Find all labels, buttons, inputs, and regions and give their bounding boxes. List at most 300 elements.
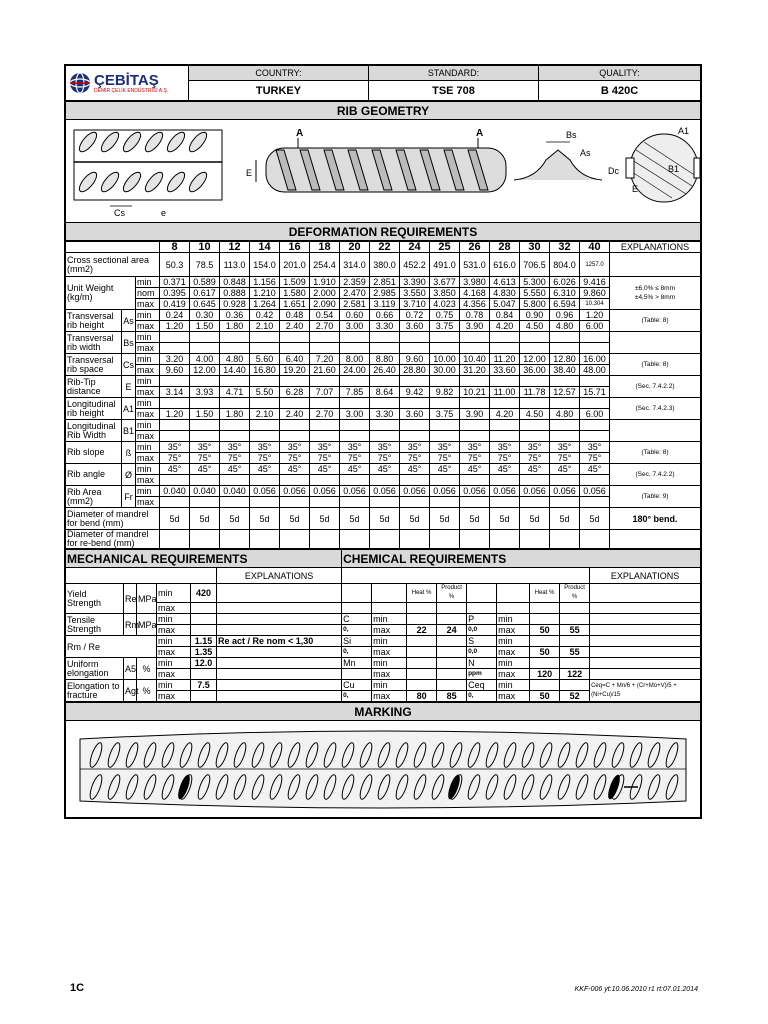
value-cell [340, 475, 370, 486]
value-cell: 0.056 [310, 486, 340, 497]
value-cell: 45° [220, 464, 250, 475]
value-cell: 0.056 [550, 486, 580, 497]
marking-drawing [66, 721, 701, 818]
value-cell [310, 475, 340, 486]
value-cell: 3.00 [340, 409, 370, 420]
value-cell: 35° [310, 442, 340, 453]
value-cell [310, 398, 340, 409]
value-cell: 75° [160, 453, 190, 464]
value-cell: 75° [430, 453, 460, 464]
value-cell: 616.0 [490, 253, 520, 277]
value-cell: 0.056 [400, 486, 430, 497]
value-cell: 5d [400, 508, 430, 530]
value-cell: 9.82 [430, 387, 460, 398]
value-cell [460, 431, 490, 442]
value-cell: 10.40 [460, 354, 490, 365]
value-cell [250, 398, 280, 409]
value-cell: 706.5 [520, 253, 550, 277]
value-cell: 5d [550, 508, 580, 530]
diameter-header: 26 [460, 242, 490, 253]
value-cell [550, 431, 580, 442]
value-cell [370, 420, 400, 431]
explanations-header: EXPLANATIONS [610, 242, 701, 253]
value-cell [220, 376, 250, 387]
value-cell [220, 530, 250, 549]
value-cell: 45° [250, 464, 280, 475]
value-cell: 45° [430, 464, 460, 475]
value-cell: 2.359 [340, 277, 370, 288]
value-cell [280, 497, 310, 508]
value-cell: 804.0 [550, 253, 580, 277]
value-cell [460, 497, 490, 508]
value-cell: 4.50 [520, 321, 550, 332]
value-cell: 3.90 [460, 321, 490, 332]
value-cell [160, 431, 190, 442]
value-cell: 5.60 [250, 354, 280, 365]
value-cell [550, 475, 580, 486]
doc-code: KKF-006 yt:10.06.2010 r1 rt:07.01.2014 [574, 986, 698, 993]
rib-tip-label: Rib-Tip distance [66, 376, 122, 398]
value-cell [280, 398, 310, 409]
value-cell [280, 332, 310, 343]
value-cell [490, 431, 520, 442]
value-cell [280, 431, 310, 442]
value-cell [550, 420, 580, 431]
dim-label-dc: Dc [608, 166, 619, 176]
value-cell: 1.20 [160, 321, 190, 332]
value-cell: 75° [550, 453, 580, 464]
value-cell: 0.66 [370, 310, 400, 321]
yield-label: Yield Strength [66, 584, 124, 614]
value-cell [160, 475, 190, 486]
dim-label-e-mid: E [246, 168, 253, 178]
value-cell [190, 475, 220, 486]
c-prod-max: 24 [437, 625, 467, 636]
value-cell [490, 376, 520, 387]
value-cell: 11.20 [490, 354, 520, 365]
value-cell [520, 376, 550, 387]
chem-product-label: Product % [437, 584, 467, 603]
marking-title: MARKING [66, 703, 701, 721]
mech-explanations-label: EXPLANATIONS [217, 568, 342, 584]
value-cell [190, 431, 220, 442]
value-cell [310, 530, 340, 549]
value-cell [370, 431, 400, 442]
value-cell [580, 431, 610, 442]
yield-sym: Re [124, 584, 137, 614]
value-cell: 75° [310, 453, 340, 464]
value-cell: 3.60 [400, 321, 430, 332]
value-cell: 5d [430, 508, 460, 530]
page-number: 1C [70, 982, 85, 994]
rib-angle-expl: (Sec. 7.4.2.2) [610, 464, 701, 486]
value-cell: 35° [220, 442, 250, 453]
value-cell: 33.60 [490, 365, 520, 376]
value-cell [430, 332, 460, 343]
value-cell [340, 530, 370, 549]
value-cell: 75° [190, 453, 220, 464]
value-cell: 12.00 [190, 365, 220, 376]
value-cell [340, 497, 370, 508]
dim-label-e-small: e [161, 208, 167, 218]
value-cell: 0.371 [160, 277, 190, 288]
value-cell: 2.581 [340, 299, 370, 310]
value-cell [400, 530, 430, 549]
value-cell [580, 332, 610, 343]
value-cell: 154.0 [250, 253, 280, 277]
value-cell [400, 431, 430, 442]
value-cell: 3.00 [340, 321, 370, 332]
value-cell: 9.60 [160, 365, 190, 376]
value-cell: 3.677 [430, 277, 460, 288]
value-cell [370, 475, 400, 486]
value-cell: 5d [160, 508, 190, 530]
diameter-header: 25 [430, 242, 460, 253]
unit-weight-expl: ±6,0% ≤ 8mm ±4,5% > 8mm [610, 277, 701, 310]
transversal-space-expl: (Table: 8) [610, 354, 701, 376]
cu-prod-max: 85 [437, 691, 467, 702]
value-cell [190, 332, 220, 343]
value-cell: 0.056 [250, 486, 280, 497]
value-cell [490, 420, 520, 431]
value-cell: 3.20 [160, 354, 190, 365]
value-cell [220, 475, 250, 486]
value-cell [310, 332, 340, 343]
value-cell [430, 376, 460, 387]
value-cell: 45° [580, 464, 610, 475]
standard-label: STANDARD: [369, 66, 539, 81]
value-cell [460, 530, 490, 549]
rmre-min: 1.15 [191, 636, 217, 647]
value-cell [250, 497, 280, 508]
value-cell [580, 376, 610, 387]
value-cell [160, 497, 190, 508]
value-cell: 0.75 [430, 310, 460, 321]
value-cell: 11.00 [490, 387, 520, 398]
chem-explanations-label: EXPLANATIONS [590, 568, 701, 584]
value-cell [490, 475, 520, 486]
value-cell [370, 332, 400, 343]
chem-n: N [467, 658, 497, 669]
value-cell: 2.70 [310, 321, 340, 332]
value-cell: 7.85 [340, 387, 370, 398]
value-cell: 75° [460, 453, 490, 464]
value-cell [220, 497, 250, 508]
value-cell: 35° [520, 442, 550, 453]
value-cell: 4.168 [460, 288, 490, 299]
value-cell: 1.80 [220, 409, 250, 420]
value-cell: 35° [460, 442, 490, 453]
value-cell: 1.210 [250, 288, 280, 299]
value-cell [190, 497, 220, 508]
value-cell [190, 420, 220, 431]
dim-label-a1: A1 [678, 126, 690, 136]
value-cell: 7.20 [310, 354, 340, 365]
value-cell [400, 398, 430, 409]
value-cell [370, 530, 400, 549]
value-cell [190, 530, 220, 549]
value-cell [250, 475, 280, 486]
value-cell [160, 420, 190, 431]
value-cell: 3.119 [370, 299, 400, 310]
value-cell [160, 376, 190, 387]
value-cell [160, 398, 190, 409]
value-cell [340, 376, 370, 387]
value-cell [580, 343, 610, 354]
fracture-label: Elongation to fracture [66, 680, 124, 702]
value-cell: 0.36 [220, 310, 250, 321]
value-cell [190, 398, 220, 409]
value-cell: 5.800 [520, 299, 550, 310]
value-cell [490, 398, 520, 409]
value-cell [460, 398, 490, 409]
company-logo [66, 66, 189, 101]
value-cell: 35° [430, 442, 460, 453]
value-cell: 5d [280, 508, 310, 530]
value-cell: 5.550 [520, 288, 550, 299]
s-heat-max: 50 [530, 647, 560, 658]
value-cell: 0.056 [430, 486, 460, 497]
value-cell: 3.30 [370, 409, 400, 420]
rib-angle-symbol: Ø [122, 464, 136, 486]
value-cell: 45° [520, 464, 550, 475]
value-cell [220, 343, 250, 354]
value-cell: 35° [250, 442, 280, 453]
chem-cu: Cu [342, 680, 372, 691]
value-cell: 4.71 [220, 387, 250, 398]
value-cell: 201.0 [280, 253, 310, 277]
value-cell: 75° [580, 453, 610, 464]
fracture-min: 7.5 [191, 680, 217, 691]
value-cell [550, 343, 580, 354]
value-cell: 1.50 [190, 321, 220, 332]
value-cell: 8.80 [370, 354, 400, 365]
value-cell: 35° [280, 442, 310, 453]
value-cell [310, 420, 340, 431]
rib-geometry-diagram [66, 120, 700, 222]
value-cell: 6.40 [280, 354, 310, 365]
value-cell [460, 376, 490, 387]
long-width-expl [610, 420, 701, 442]
value-cell: 45° [460, 464, 490, 475]
value-cell: 3.90 [460, 409, 490, 420]
value-cell: 4.20 [490, 409, 520, 420]
value-cell: 4.20 [490, 321, 520, 332]
value-cell: 12.57 [550, 387, 580, 398]
mandrel-bend-label: Diameter of mandrel for bend (mm) [66, 508, 160, 530]
value-cell: 21.60 [310, 365, 340, 376]
value-cell: 0.419 [160, 299, 190, 310]
standard-value: TSE 708 [369, 81, 539, 101]
mandrel-rebend-label: Diameter of mandrel for re-bend (mm) [66, 530, 160, 549]
value-cell [250, 376, 280, 387]
value-cell [520, 497, 550, 508]
value-cell [520, 420, 550, 431]
value-cell: 5d [340, 508, 370, 530]
value-cell: 16.80 [250, 365, 280, 376]
rib-geometry-title: RIB GEOMETRY [66, 102, 701, 120]
value-cell: 0.888 [220, 288, 250, 299]
rib-geometry-table [65, 101, 701, 241]
value-cell: 78.5 [190, 253, 220, 277]
value-cell: 0.617 [190, 288, 220, 299]
long-height-symbol: A1 [122, 398, 136, 420]
value-cell: 3.60 [400, 409, 430, 420]
value-cell: 30.00 [430, 365, 460, 376]
value-cell: 35° [370, 442, 400, 453]
value-cell: 6.310 [550, 288, 580, 299]
value-cell: 24.00 [340, 365, 370, 376]
value-cell: 45° [400, 464, 430, 475]
long-height-expl: (Sec. 7.4.2.3) [610, 398, 701, 420]
value-cell [310, 376, 340, 387]
value-cell: 4.356 [460, 299, 490, 310]
value-cell [250, 530, 280, 549]
rmre-label: Rm / Re [66, 636, 157, 658]
value-cell [250, 431, 280, 442]
value-cell [550, 530, 580, 549]
value-cell: 8.00 [340, 354, 370, 365]
value-cell: 4.80 [220, 354, 250, 365]
quality-label: QUALITY: [539, 66, 701, 81]
value-cell: 45° [370, 464, 400, 475]
value-cell: 380.0 [370, 253, 400, 277]
value-cell: 0.96 [550, 310, 580, 321]
value-cell: 491.0 [430, 253, 460, 277]
value-cell: 0.056 [340, 486, 370, 497]
value-cell: 5d [490, 508, 520, 530]
transversal-height-expl: (Table: 8) [610, 310, 701, 332]
value-cell: 452.2 [400, 253, 430, 277]
chem-s: S [467, 636, 497, 647]
value-cell: 5d [370, 508, 400, 530]
spec-sheet [64, 64, 702, 819]
value-cell [550, 398, 580, 409]
value-cell: 1.20 [160, 409, 190, 420]
value-cell: 5.047 [490, 299, 520, 310]
value-cell [310, 431, 340, 442]
value-cell: 10.304 [580, 299, 610, 310]
transversal-width-label: Transversal rib width [66, 332, 122, 354]
value-cell [580, 475, 610, 486]
value-cell [370, 497, 400, 508]
transversal-space-label: Transversal rib space [66, 354, 122, 376]
value-cell: 0.395 [160, 288, 190, 299]
value-cell [370, 376, 400, 387]
value-cell [430, 530, 460, 549]
value-cell: 35° [550, 442, 580, 453]
value-cell: 0.84 [490, 310, 520, 321]
value-cell [190, 343, 220, 354]
dim-label-bs: Bs [566, 130, 577, 140]
diameter-header: 10 [190, 242, 220, 253]
value-cell: 254.4 [310, 253, 340, 277]
value-cell [520, 343, 550, 354]
p-prod-max: 55 [560, 625, 590, 636]
value-cell [250, 343, 280, 354]
value-cell [160, 530, 190, 549]
value-cell: 50.3 [160, 253, 190, 277]
value-cell: 10.21 [460, 387, 490, 398]
value-cell: 16.00 [580, 354, 610, 365]
value-cell: 0.040 [160, 486, 190, 497]
value-cell: 0.60 [340, 310, 370, 321]
value-cell: 75° [280, 453, 310, 464]
value-cell: 4.023 [430, 299, 460, 310]
value-cell [430, 420, 460, 431]
value-cell: 3.14 [160, 387, 190, 398]
diameter-header: 14 [250, 242, 280, 253]
value-cell: 2.40 [280, 321, 310, 332]
diameter-header: 20 [340, 242, 370, 253]
value-cell: 5.50 [250, 387, 280, 398]
value-cell [280, 420, 310, 431]
value-cell: 5d [580, 508, 610, 530]
value-cell: 45° [280, 464, 310, 475]
chem-c: C [342, 614, 372, 625]
value-cell: 45° [550, 464, 580, 475]
value-cell: 14.40 [220, 365, 250, 376]
value-cell [520, 332, 550, 343]
value-cell: 0.48 [280, 310, 310, 321]
value-cell [280, 530, 310, 549]
value-cell: 45° [310, 464, 340, 475]
value-cell: 75° [250, 453, 280, 464]
value-cell: 1257.0 [580, 253, 610, 277]
diameter-header: 22 [370, 242, 400, 253]
value-cell [430, 431, 460, 442]
value-cell: 1.50 [190, 409, 220, 420]
value-cell: 0.848 [220, 277, 250, 288]
header-table [65, 65, 701, 101]
yield-min: 420 [191, 584, 217, 603]
dim-label-e-right: E [632, 184, 639, 194]
value-cell: 2.470 [340, 288, 370, 299]
value-cell [430, 398, 460, 409]
value-cell [400, 332, 430, 343]
value-cell: 48.00 [580, 365, 610, 376]
value-cell [250, 420, 280, 431]
value-cell: 1.20 [580, 310, 610, 321]
value-cell: 0.040 [220, 486, 250, 497]
value-cell: 0.24 [160, 310, 190, 321]
value-cell [490, 497, 520, 508]
value-cell [550, 332, 580, 343]
transversal-space-symbol: Cs [122, 354, 136, 376]
value-cell [370, 343, 400, 354]
chem-si: Si [342, 636, 372, 647]
value-cell [430, 475, 460, 486]
value-cell: 1.264 [250, 299, 280, 310]
marking-table [65, 702, 701, 818]
value-cell [220, 431, 250, 442]
value-cell: 0.78 [460, 310, 490, 321]
diameter-header: 24 [400, 242, 430, 253]
value-cell: 3.850 [430, 288, 460, 299]
value-cell: 1.651 [280, 299, 310, 310]
value-cell: 5d [460, 508, 490, 530]
value-cell [400, 497, 430, 508]
diameter-header: 8 [160, 242, 190, 253]
rib-slope-symbol: ß [122, 442, 136, 464]
value-cell: 15.71 [580, 387, 610, 398]
value-cell: 36.00 [520, 365, 550, 376]
long-width-symbol: B1 [122, 420, 136, 442]
value-cell: 4.80 [550, 321, 580, 332]
value-cell: 2.090 [310, 299, 340, 310]
value-cell: 113.0 [220, 253, 250, 277]
yield-unit: MPa [137, 584, 157, 614]
